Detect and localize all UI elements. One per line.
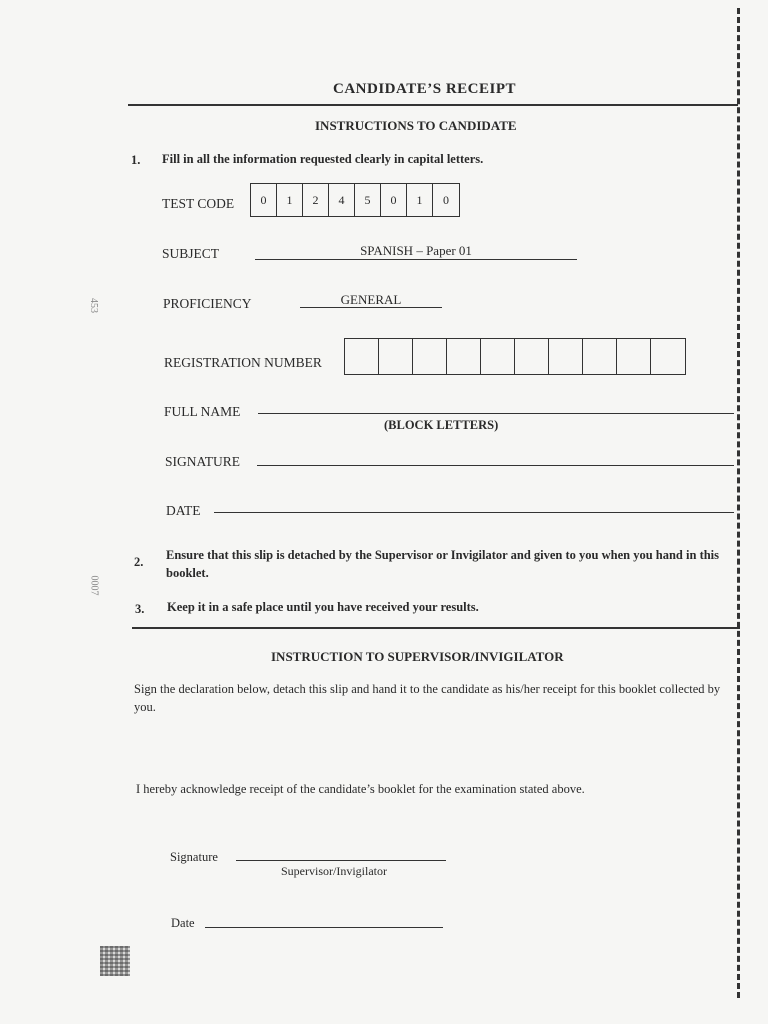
- item-1-text: Fill in all the information requested clearly in capital letters.: [162, 152, 484, 166]
- supervisor-signature-label: Signature: [170, 850, 218, 864]
- full-name-label: FULL NAME: [164, 404, 241, 419]
- instructions-heading: INSTRUCTIONS TO CANDIDATE: [315, 118, 517, 133]
- registration-digit-box[interactable]: [651, 339, 685, 374]
- item-1-number: 1.: [131, 153, 141, 167]
- registration-digit-box[interactable]: [515, 339, 549, 374]
- supervisor-date-label: Date: [171, 916, 195, 930]
- supervisor-heading: INSTRUCTION TO SUPERVISOR/INVIGILATOR: [271, 649, 564, 664]
- receipt-title: CANDIDATE’S RECEIPT: [333, 81, 516, 97]
- test-code-boxes: [250, 183, 460, 217]
- signature-label: SIGNATURE: [165, 454, 241, 469]
- signature-line[interactable]: [257, 465, 734, 466]
- registration-digit-box[interactable]: [583, 339, 617, 374]
- date-line[interactable]: [214, 512, 734, 513]
- margin-code-bottom: 0007: [88, 575, 100, 596]
- subject-line: [255, 259, 577, 260]
- registration-digit-box[interactable]: [345, 339, 379, 374]
- test-code-digit: 5: [355, 184, 381, 216]
- item-3-number: 3.: [135, 602, 145, 616]
- test-code-digit: 2: [303, 184, 329, 216]
- item-2-number: 2.: [134, 555, 144, 569]
- test-code-digit: 4: [329, 184, 355, 216]
- proficiency-value: GENERAL: [340, 292, 402, 307]
- test-code-label: TEST CODE: [162, 196, 235, 211]
- registration-digit-box[interactable]: [447, 339, 481, 374]
- registration-number-label: REGISTRATION NUMBER: [164, 355, 322, 370]
- item-2-text: Ensure that this slip is detached by the Supervisor or Invigilator and given to you when you hand in this booklet.: [166, 548, 720, 580]
- block-letters-hint: (BLOCK LETTERS): [384, 418, 499, 432]
- proficiency-label: PROFICIENCY: [163, 296, 252, 311]
- proficiency-line: [300, 307, 442, 308]
- margin-code-top: 453: [88, 298, 99, 313]
- subject-label: SUBJECT: [162, 246, 220, 261]
- registration-digit-box[interactable]: [413, 339, 447, 374]
- registration-digit-box[interactable]: [379, 339, 413, 374]
- supervisor-instruction: Sign the declaration below, detach this slip and hand it to the candidate as his/her receipt for this booklet collected by you.: [134, 682, 721, 714]
- registration-digit-box[interactable]: [617, 339, 651, 374]
- title-rule: [128, 104, 738, 106]
- registration-digit-box[interactable]: [481, 339, 515, 374]
- registration-digit-box[interactable]: [549, 339, 583, 374]
- full-name-line[interactable]: [258, 413, 734, 414]
- acknowledgement-text: I hereby acknowledge receipt of the candidate’s booklet for the examination stated above.: [136, 782, 585, 796]
- supervisor-signature-caption: Supervisor/Invigilator: [281, 864, 387, 878]
- barcode-stamp: [100, 946, 130, 976]
- registration-number-boxes[interactable]: [344, 338, 686, 375]
- supervisor-signature-line[interactable]: [236, 860, 446, 861]
- section-rule: [132, 627, 740, 629]
- test-code-digit: 0: [443, 193, 449, 207]
- supervisor-date-line[interactable]: [205, 927, 443, 928]
- test-code-digit: 1: [277, 184, 303, 216]
- date-label: DATE: [166, 503, 201, 518]
- test-code-digit: 0: [251, 184, 277, 216]
- tear-off-perforation: [737, 8, 740, 998]
- test-code-digit: 1: [407, 184, 433, 216]
- item-3-text: Keep it in a safe place until you have received your results.: [167, 600, 479, 614]
- test-code-digit: 0: [381, 184, 407, 216]
- subject-value: SPANISH – Paper 01: [360, 243, 472, 258]
